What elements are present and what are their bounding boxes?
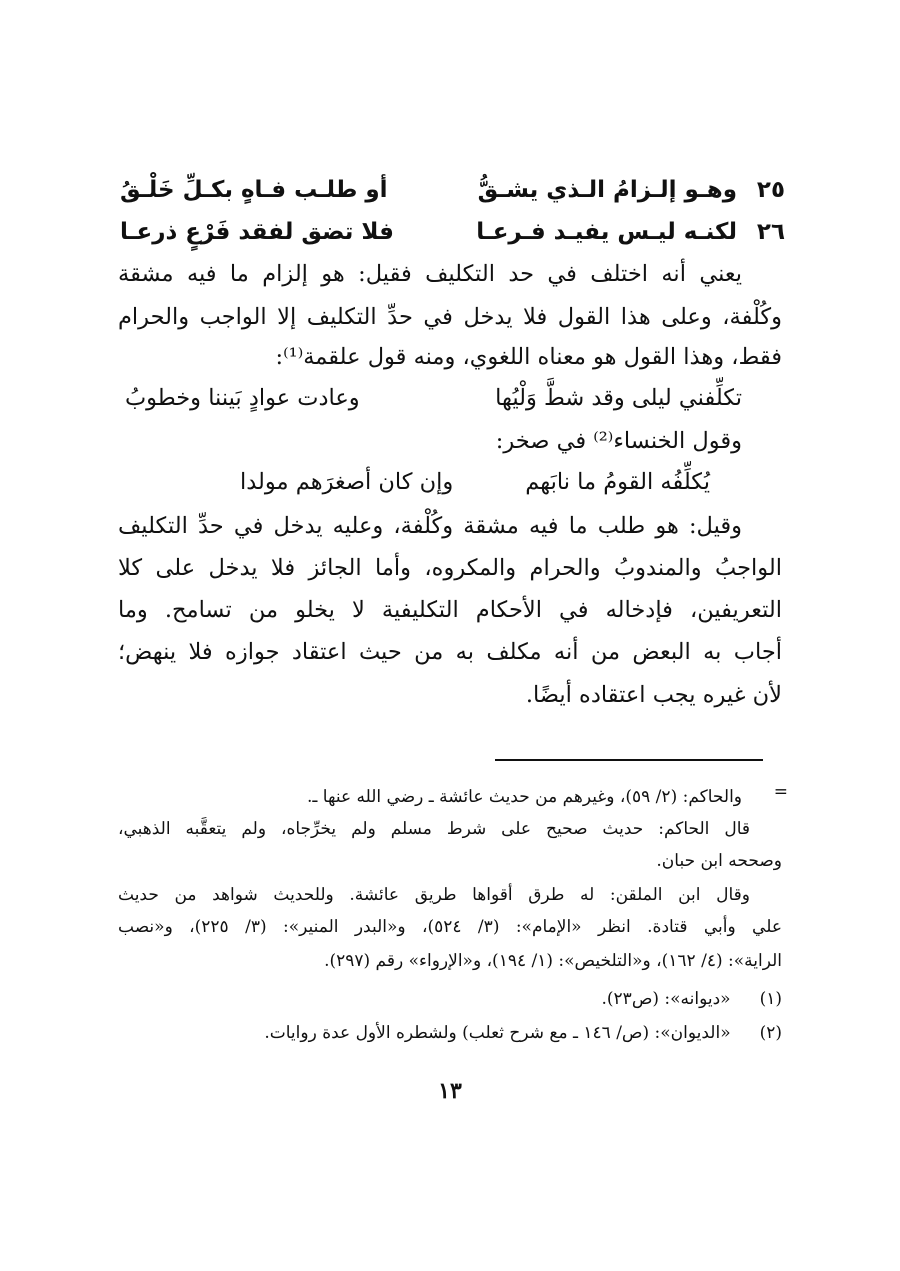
verse-second-hemistich: أو طلـب فـاهٍ بكـلِّ خَلْـقُ — [120, 177, 388, 203]
quoted-verse-first: يُكلِّفُه القومُ ما نابَهم — [525, 469, 710, 495]
verse-first-hemistich: وهـو إلـزامُ الـذي يشـقُّ — [477, 177, 737, 203]
body-line: لأن غيره يجب اعتقاده أيضًا. — [525, 682, 782, 708]
footnote-line: وقال ابن الملقن: له طرق أقواها طريق عائشة. وللحديث شواهد من حديث — [118, 885, 750, 905]
footnote-text: «ديوانه»: (ص٢٣). — [601, 989, 731, 1009]
body-line: الواجبُ والمندوبُ والحرام والمكروه، وأما الجائز فلا يدخل على كلا — [118, 555, 782, 581]
quoted-verse-second: وإن كان أصغرَهم مولدا — [240, 469, 454, 495]
body-line: وكُلْفة، وعلى هذا القول فلا يدخل في حدِّ التكليف إلا الواجب والحرام — [118, 304, 782, 330]
body-line: وقيل: هو طلب ما فيه مشقة وكُلْفة، وعليه يدخل في حدِّ التكليف — [118, 513, 742, 539]
footnote-number: (٢) — [759, 1023, 782, 1043]
quoted-verse-second: وعادت عوادٍ بَيننا وخطوبُ — [125, 385, 360, 411]
quoted-verse-first: تكلِّفني ليلى وقد شطَّ وَلْيُها — [495, 385, 742, 411]
continuation-mark: = — [773, 782, 788, 802]
body-line: وقول الخنساء⁽²⁾ في صخر: — [495, 428, 742, 454]
footnote-2 — [118, 1018, 782, 1048]
footnote-line: قال الحاكم: حديث صحيح على شرط مسلم ولم يخرِّجاه، ولم يتعقَّبه الذهبي، — [118, 819, 750, 839]
verse-second-hemistich: فلا تضق لفقد فَرْعٍ ذرعـا — [120, 219, 394, 245]
body-line: فقط، وهذا القول هو معناه اللغوي، ومنه قول علقمة⁽¹⁾: — [275, 344, 782, 370]
footnote-separator — [495, 759, 763, 761]
footnote-number: (١) — [759, 989, 782, 1009]
footnote-1 — [118, 984, 782, 1014]
footnote-line: وصححه ابن حبان. — [656, 851, 782, 871]
verse-number: ٢٥ — [756, 177, 785, 203]
body-line: التعريفين، فإدخاله في الأحكام التكليفية لا يخلو من تسامح. وما — [118, 597, 782, 623]
body-line: أجاب به البعض من أنه مكلف به من حيث اعتقاد جوازه فلا ينهض؛ — [118, 639, 782, 665]
body-line: يعني أنه اختلف في حد التكليف فقيل: هو إلزام ما فيه مشقة — [118, 261, 742, 287]
footnote-text: «الديوان»: (ص/ ١٤٦ ـ مع شرح ثعلب) ولشطره الأول عدة روايات. — [264, 1023, 731, 1043]
verse-first-hemistich: لكنـه ليـس يفيـد فـرعـا — [476, 219, 737, 245]
page-number: ١٣ — [438, 1078, 462, 1104]
quoted-verse-khansa — [240, 462, 750, 502]
quoted-verse-alqama — [125, 378, 782, 418]
footnote-line: الراية»: (٤/ ١٦٢)، و«التلخيص»: (١/ ١٩٤)، و«الإرواء» رقم (٢٩٧). — [324, 951, 782, 971]
footnote-line: والحاكم: (٢/ ٥٩)، وغيرهم من حديث عائشة ـ رضي الله عنها ـ. — [307, 787, 742, 807]
footnote-line: علي وأبي قتادة. انظر «الإمام»: (٣/ ٥٢٤)، و«البدر المنير»: (٣/ ٢٢٥)، و«نصب — [118, 917, 782, 937]
poem-verse-26 — [120, 214, 785, 250]
verse-number: ٢٦ — [756, 219, 785, 245]
poem-verse-25 — [120, 172, 785, 208]
